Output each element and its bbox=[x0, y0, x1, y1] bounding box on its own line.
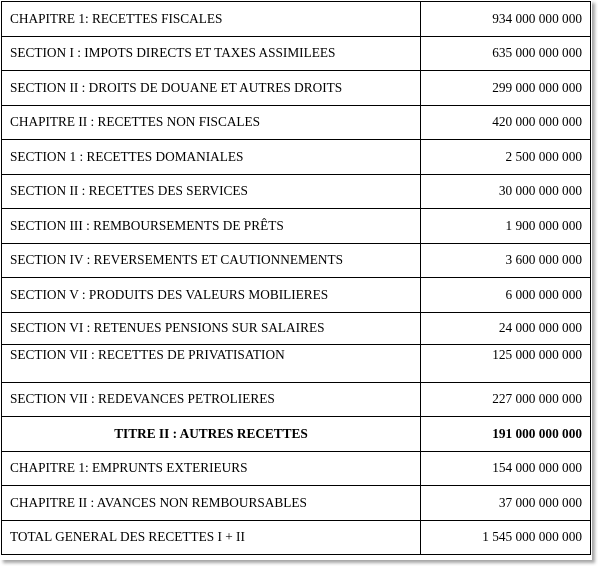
row-label: CHAPITRE II : AVANCES NON REMBOURSABLES bbox=[2, 486, 421, 521]
table-row bbox=[2, 417, 591, 452]
row-label: CHAPITRE 1: RECETTES FISCALES bbox=[2, 2, 421, 37]
row-label: TITRE II : AUTRES RECETTES bbox=[2, 417, 421, 452]
table-row bbox=[2, 486, 591, 521]
table-row bbox=[2, 36, 591, 71]
table-row bbox=[2, 105, 591, 140]
table-row bbox=[2, 209, 591, 244]
table-row bbox=[2, 174, 591, 209]
row-amount: 635 000 000 000 bbox=[421, 36, 591, 71]
row-label: SECTION I : IMPOTS DIRECTS ET TAXES ASSIMILEES bbox=[2, 36, 421, 71]
row-label: SECTION IV : REVERSEMENTS ET CAUTIONNEMENTS bbox=[2, 243, 421, 278]
table-row bbox=[2, 520, 591, 555]
row-amount: 420 000 000 000 bbox=[421, 105, 591, 140]
row-amount: 24 000 000 000 bbox=[421, 312, 591, 344]
row-amount: 1 545 000 000 000 bbox=[421, 520, 591, 555]
row-amount: 154 000 000 000 bbox=[421, 451, 591, 486]
table-row bbox=[2, 344, 591, 382]
table-row bbox=[2, 382, 591, 417]
table-row bbox=[2, 243, 591, 278]
row-label: SECTION II : DROITS DE DOUANE ET AUTRES DROITS bbox=[2, 71, 421, 106]
table-row bbox=[2, 312, 591, 344]
table-row bbox=[2, 2, 591, 37]
row-amount: 37 000 000 000 bbox=[421, 486, 591, 521]
table-row bbox=[2, 451, 591, 486]
table-row bbox=[2, 140, 591, 175]
table-row bbox=[2, 278, 591, 313]
row-label: SECTION VII : REDEVANCES PETROLIERES bbox=[2, 382, 421, 417]
row-amount: 299 000 000 000 bbox=[421, 71, 591, 106]
row-label: CHAPITRE 1: EMPRUNTS EXTERIEURS bbox=[2, 451, 421, 486]
row-amount: 3 600 000 000 bbox=[421, 243, 591, 278]
row-amount: 1 900 000 000 bbox=[421, 209, 591, 244]
revenue-table bbox=[1, 1, 591, 555]
row-label: SECTION 1 : RECETTES DOMANIALES bbox=[2, 140, 421, 175]
row-amount: 30 000 000 000 bbox=[421, 174, 591, 209]
row-label: SECTION VI : RETENUES PENSIONS SUR SALAIRES bbox=[2, 312, 421, 344]
row-label: TOTAL GENERAL DES RECETTES I + II bbox=[2, 520, 421, 555]
row-amount: 125 000 000 000 bbox=[421, 344, 591, 382]
row-label: SECTION VII : RECETTES DE PRIVATISATION bbox=[2, 344, 421, 382]
row-amount: 2 500 000 000 bbox=[421, 140, 591, 175]
row-label: SECTION V : PRODUITS DES VALEURS MOBILIERES bbox=[2, 278, 421, 313]
row-amount: 6 000 000 000 bbox=[421, 278, 591, 313]
row-label: CHAPITRE II : RECETTES NON FISCALES bbox=[2, 105, 421, 140]
row-amount: 227 000 000 000 bbox=[421, 382, 591, 417]
row-label: SECTION II : RECETTES DES SERVICES bbox=[2, 174, 421, 209]
row-label: SECTION III : REMBOURSEMENTS DE PRÊTS bbox=[2, 209, 421, 244]
row-amount: 191 000 000 000 bbox=[421, 417, 591, 452]
table-row bbox=[2, 71, 591, 106]
row-amount: 934 000 000 000 bbox=[421, 2, 591, 37]
